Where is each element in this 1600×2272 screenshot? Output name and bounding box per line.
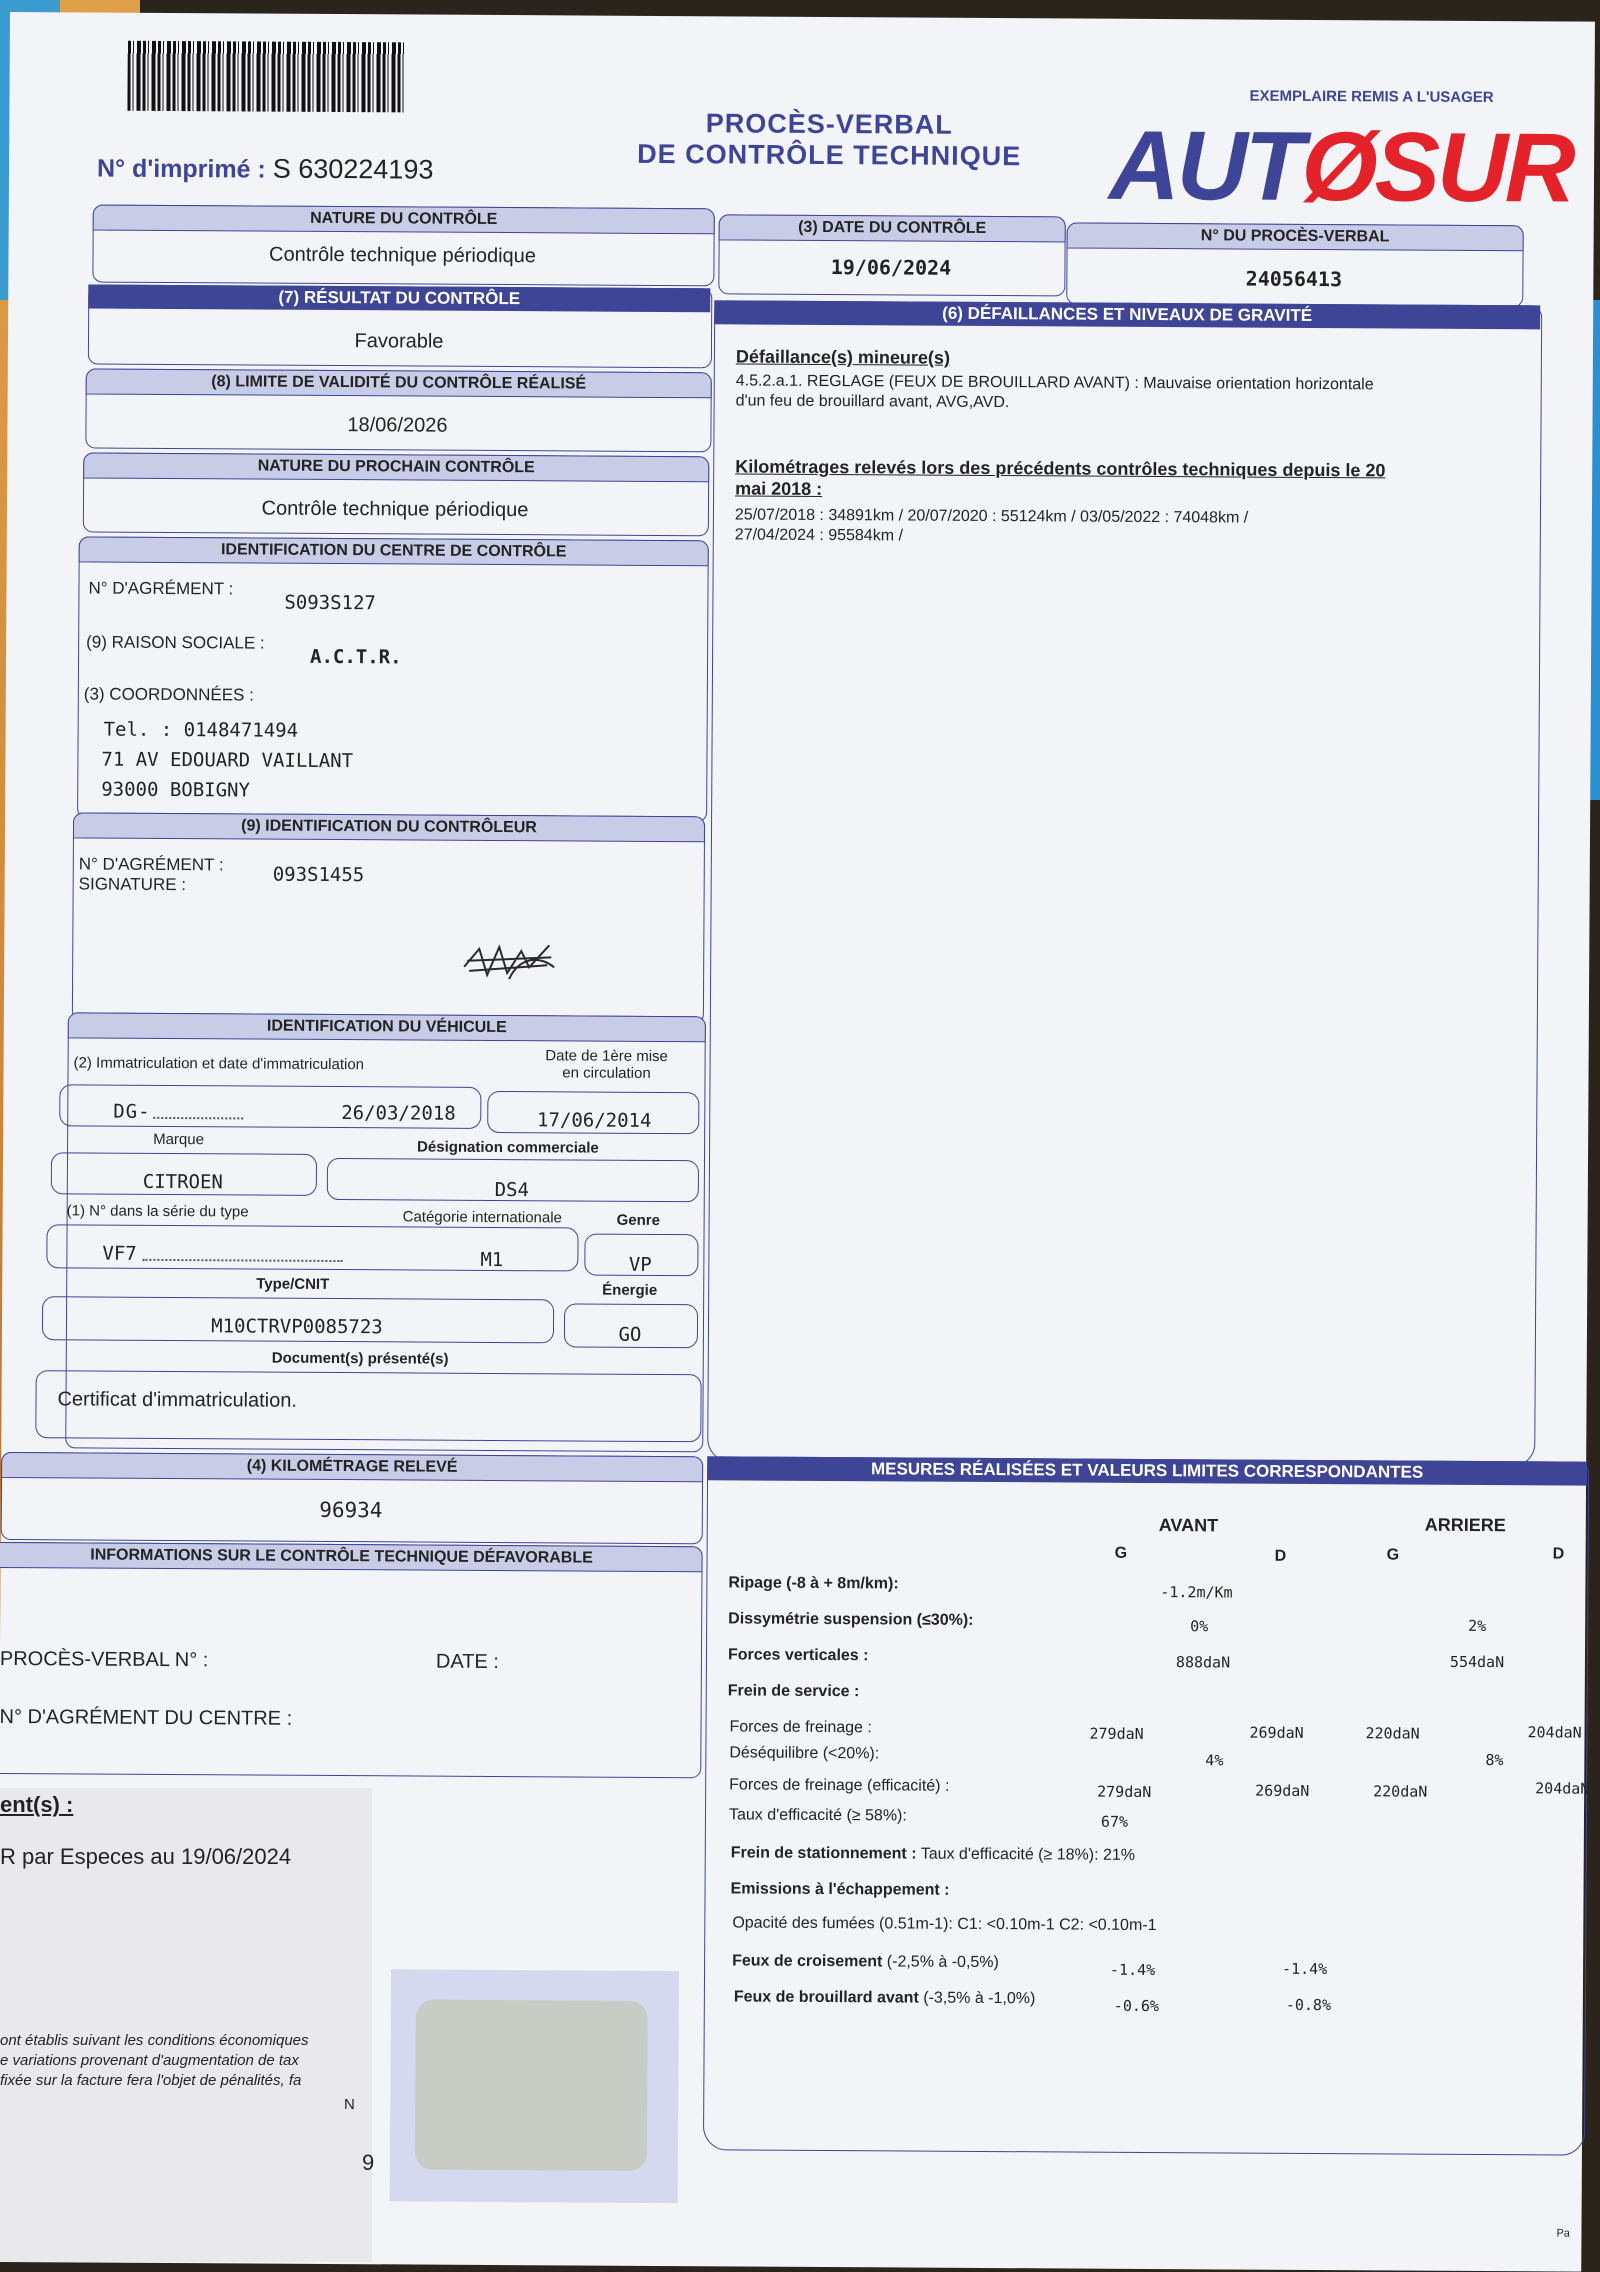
kilometrage-header: (4) KILOMÉTRAGE RELEVÉ: [1, 1452, 703, 1482]
receipt-n: N: [344, 2096, 355, 2113]
marque-label: Marque: [153, 1130, 205, 1149]
signature-image: [459, 937, 559, 988]
brouillard-g: -0.6%: [1113, 1996, 1160, 2016]
centre-agrement-value: S093S127: [284, 591, 376, 615]
energie-value: GO: [618, 1323, 642, 1346]
forces-eff-label: Forces de freinage (efficacité) :: [729, 1776, 950, 1795]
dissy-avant: 0%: [1190, 1617, 1209, 1636]
pv-number-header: N° DU PROCÈS-VERBAL: [1067, 222, 1524, 251]
resultat-header: (7) RÉSULTAT DU CONTRÔLE: [88, 284, 710, 312]
mineure-line2: d'un feu de brouillard avant, AVG,AVD.: [735, 392, 1010, 412]
forces-vert-arriere: 554daN: [1449, 1652, 1505, 1672]
imprime-number: [97, 153, 434, 186]
defaillances-header: (6) DÉFAILLANCES ET NIVEAUX DE GRAVITÉ: [714, 300, 1540, 329]
stationnement-row: [731, 1844, 1135, 1864]
km-title1: Kilométrages relevés lors des précédents contrôles techniques depuis le 20: [735, 456, 1386, 481]
opacite-value: Opacité des fumées (0.51m-1): C1: <0.10m-1 C2: <0.10m-1: [732, 1914, 1157, 1935]
stationnement-value: Taux d'efficacité (≥ 18%): 21%: [920, 1845, 1136, 1864]
fe-arriere-g: 220daN: [1373, 1782, 1428, 1801]
deseq-arriere: 8%: [1485, 1751, 1504, 1770]
arriere-g: G: [1386, 1546, 1400, 1564]
limite-value: 18/06/2026: [347, 414, 448, 437]
resultat-value: Favorable: [354, 330, 444, 353]
forces-vert-avant: 888daN: [1175, 1653, 1231, 1672]
immat-label: (2) Immatriculation et date d'immatriculation: [73, 1054, 365, 1074]
croisement-d: -1.4%: [1282, 1959, 1328, 1979]
serie-value: VF7: [102, 1242, 137, 1265]
avant-header: AVANT: [1158, 1515, 1219, 1536]
croisement-row: [732, 1952, 999, 1972]
taux-value: 67%: [1100, 1812, 1129, 1831]
document-title: [599, 108, 1059, 173]
hologram: [415, 2000, 648, 2171]
ripage-label: Ripage (-8 à + 8m/km):: [728, 1574, 899, 1593]
defavorable-header: INFORMATIONS SUR LE CONTRÔLE TECHNIQUE DÉFAVORABLE: [0, 1542, 703, 1572]
controleur-header: (9) IDENTIFICATION DU CONTRÔLEUR: [73, 812, 705, 842]
receipt-legal1: ont établis suivant les conditions économiques: [0, 2032, 309, 2049]
genre-label: Genre: [616, 1211, 661, 1229]
controleur-agrement-value: 093S1455: [272, 863, 365, 887]
centre-raison-label: (9) RAISON SOCIALE :: [86, 632, 265, 653]
centre-adresse1: 71 AV EDOUARD VAILLANT: [101, 748, 354, 773]
emissions-label: Emissions à l'échappement :: [730, 1880, 950, 1899]
fe-arriere-d: 204daN: [1535, 1779, 1590, 1798]
categorie-value: M1: [480, 1248, 504, 1272]
designation-value: DS4: [494, 1178, 530, 1202]
type-label: Type/CNIT: [256, 1275, 330, 1293]
prochain-header: NATURE DU PROCHAIN CONTRÔLE: [83, 452, 709, 482]
docs-label: Document(s) présenté(s): [271, 1349, 449, 1368]
centre-tel: Tel. : 0148471494: [103, 718, 299, 742]
centre-adresse2: 93000 BOBIGNY: [101, 778, 251, 802]
energie-label: Énergie: [602, 1281, 658, 1299]
receipt-number: 9: [362, 2150, 375, 2175]
mesures-header: MESURES RÉALISÉES ET VALEURS LIMITES CORRESPONDANTES: [707, 1456, 1587, 1485]
brouillard-limits: (-3,5% à -1,0%): [923, 1989, 1036, 2008]
frein-service-label: Frein de service :: [727, 1682, 860, 1701]
arriere-d: D: [1552, 1545, 1565, 1563]
footer-page: Pa: [1556, 2227, 1570, 2240]
date-header: (3) DATE DU CONTRÔLE: [719, 214, 1066, 242]
immat-date: 26/03/2018: [341, 1102, 456, 1125]
mineure-line1: 4.5.2.a.1. REGLAGE (FEUX DE BROUILLARD AVANT) : Mauvaise orientation horizontale: [735, 372, 1374, 394]
brouillard-d: -0.8%: [1285, 1995, 1332, 2015]
barcode: [127, 41, 405, 113]
fe-avant-g: 279daN: [1097, 1782, 1152, 1802]
immat-value: DG-: [113, 1100, 151, 1123]
imprime-value: S 630224193: [272, 153, 434, 185]
km-line1: 25/07/2018 : 34891km / 20/07/2020 : 55124km / 03/05/2022 : 74048km /: [734, 506, 1249, 527]
controleur-agrement-label: N° D'AGRÉMENT :: [78, 854, 224, 875]
receipt-title: ent(s) :: [0, 1792, 74, 1817]
ff-arriere-g: 220daN: [1365, 1724, 1420, 1743]
croisement-g: -1.4%: [1110, 1960, 1156, 1980]
marque-value: CITROEN: [142, 1170, 223, 1194]
stationnement-label: Frein de stationnement :: [730, 1844, 917, 1863]
centre-raison-value: A.C.T.R.: [309, 645, 402, 669]
mise-value: 17/06/2014: [536, 1109, 652, 1132]
docs-value: Certificat d'immatriculation.: [57, 1388, 298, 1412]
taux-label: Taux d'efficacité (≥ 58%):: [728, 1806, 907, 1825]
defavorable-agrement-label: N° D'AGRÉMENT DU CENTRE :: [0, 1705, 293, 1730]
vehicule-header: IDENTIFICATION DU VÉHICULE: [68, 1012, 706, 1042]
dissy-arriere: 2%: [1468, 1616, 1487, 1636]
croisement-limits: (-2,5% à -0,5%): [886, 1953, 999, 1972]
kilometrage-value: 96934: [319, 1497, 383, 1523]
serie-label: (1) N° dans la série du type: [66, 1202, 249, 1221]
categorie-label: Catégorie internationale: [402, 1208, 562, 1227]
avant-g: G: [1114, 1544, 1128, 1562]
nature-header: NATURE DU CONTRÔLE: [93, 205, 715, 235]
forces-frein-label: Forces de freinage :: [729, 1718, 872, 1737]
receipt-legal3: fixée sur la facture fera l'objet de pénalités, fa: [0, 2072, 302, 2089]
fe-avant-d: 269daN: [1255, 1781, 1310, 1800]
arriere-header: ARRIERE: [1424, 1514, 1506, 1536]
autosur-logo: AUTØSUR: [1108, 109, 1573, 223]
ff-avant-d: 269daN: [1249, 1723, 1304, 1742]
avant-d: D: [1274, 1547, 1287, 1565]
centre-header: IDENTIFICATION DU CENTRE DE CONTRÔLE: [79, 536, 709, 566]
limite-header: (8) LIMITE DE VALIDITÉ DU CONTRÔLE RÉALISÉ: [86, 368, 712, 398]
ff-arriere-d: 204daN: [1527, 1723, 1582, 1742]
dissy-label: Dissymétrie suspension (≤30%):: [728, 1610, 974, 1629]
controleur-box: [72, 812, 705, 1024]
brouillard-row: [734, 1988, 1036, 2008]
pv-number-value: 24056413: [1245, 266, 1343, 292]
nature-value: Contrôle technique périodique: [269, 243, 537, 268]
defavorable-date-label: DATE :: [435, 1650, 499, 1674]
hologram-stamp: [390, 1969, 679, 2203]
brouillard-label: Feux de brouillard avant: [733, 1988, 919, 2007]
immat-redacted: [153, 1107, 243, 1120]
genre-value: VP: [628, 1253, 652, 1276]
date-value: 19/06/2024: [830, 255, 952, 280]
deseq-avant: 4%: [1205, 1751, 1224, 1770]
imprime-label: N° d'imprimé :: [96, 154, 266, 184]
serie-redacted: [142, 1249, 342, 1262]
receipt-legal2: e variations provenant d'augmentation de tax: [0, 2052, 299, 2069]
mineures-title: Défaillance(s) mineure(s): [735, 346, 951, 368]
centre-agrement-label: N° D'AGRÉMENT :: [88, 578, 234, 599]
centre-coord-label: (3) COORDONNÉES :: [83, 684, 254, 705]
receipt-payment: R par Especes au 19/06/2024: [0, 1844, 292, 1869]
prochain-value: Contrôle technique périodique: [261, 497, 529, 522]
km-title2: mai 2018 :: [735, 478, 823, 499]
deseq-label: Déséquilibre (<20%):: [729, 1744, 880, 1763]
forces-vert-label: Forces verticales :: [727, 1646, 869, 1665]
designation-label: Désignation commerciale: [417, 1138, 599, 1157]
type-value: M10CTRVP0085723: [211, 1315, 383, 1339]
km-line2: 27/04/2024 : 95584km /: [734, 526, 903, 545]
ff-avant-g: 279daN: [1089, 1724, 1144, 1743]
payment-receipt: [0, 1788, 375, 2262]
mesures-box: [703, 1456, 1589, 2155]
croisement-label: Feux de croisement: [732, 1952, 883, 1971]
ripage-value: -1.2m/Km: [1160, 1583, 1233, 1602]
defavorable-pv-label: PROCÈS-VERBAL N° :: [0, 1647, 209, 1672]
title-line1: PROCÈS-VERBAL: [705, 108, 953, 140]
exemplaire-label: EXEMPLAIRE REMIS A L'USAGER: [1249, 87, 1494, 107]
title-line2: DE CONTRÔLE TECHNIQUE: [637, 138, 1022, 172]
controleur-signature-label: SIGNATURE :: [78, 874, 187, 895]
mise-label: Date de 1ère mise en circulation: [545, 1047, 668, 1082]
